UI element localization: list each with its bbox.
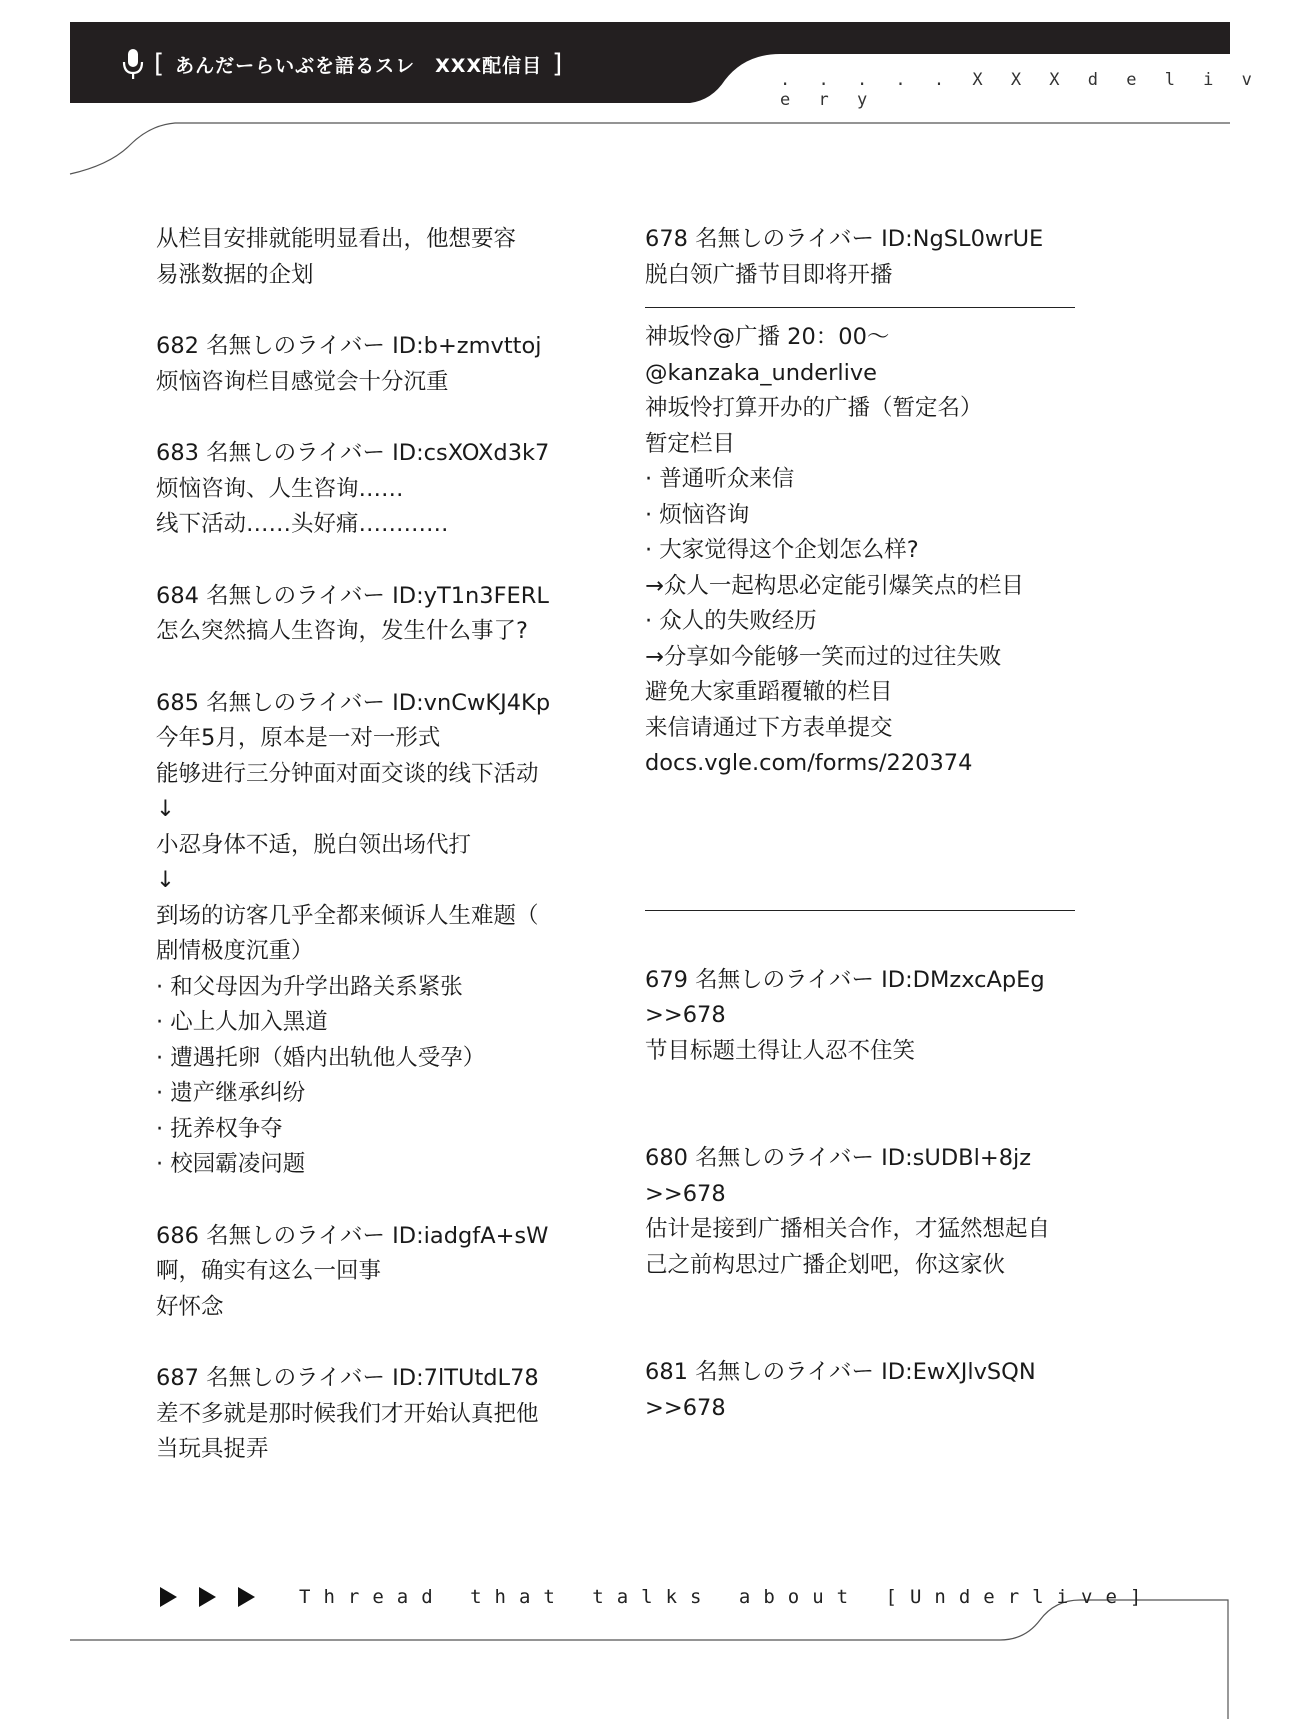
thread-post xyxy=(156,1361,576,1468)
post-line-first: 683 名無しのライバー ID:csXOXd3k7 xyxy=(156,440,550,466)
post-line: · 遭遇托卵（婚内出轨他人受孕） xyxy=(156,1044,486,1071)
footer xyxy=(160,1586,1154,1608)
right-posts xyxy=(645,963,1085,1427)
triple-play-arrow-icon xyxy=(160,1587,255,1607)
play-arrow-icon xyxy=(238,1587,255,1607)
post-line: ↓ xyxy=(156,796,175,822)
header-subtitle: . . . . . X X X d e l i v e r y xyxy=(780,70,1261,110)
post-line: · 抚养权争夺 xyxy=(156,1115,283,1142)
thread-post xyxy=(156,222,576,293)
post-line: 啊，确实有这么一回事 xyxy=(156,1258,382,1284)
notice-line: →众人一起构思必定能引爆笑点的栏目 xyxy=(645,572,1024,599)
notice-line: 避免大家重蹈覆辙的栏目 xyxy=(645,679,893,705)
thread-post xyxy=(645,1355,1085,1426)
notice-line: · 众人的失败经历 xyxy=(645,608,817,634)
post-line-first: 684 名無しのライバー ID:yT1n3FERL xyxy=(156,582,549,609)
thread-post xyxy=(645,1141,1085,1283)
left-column xyxy=(156,222,576,1468)
notice-line: @kanzaka_underlive xyxy=(645,359,878,386)
post-line-first: 681 名無しのライバー ID:EwXJlvSQN xyxy=(645,1359,1036,1385)
post-line-first: 686 名無しのライバー ID:iadgfA+sW xyxy=(156,1222,549,1249)
post-line-first: 679 名無しのライバー ID:DMzxcApEg xyxy=(645,966,1045,993)
post-line: 到场的访客几乎全都来倾诉人生难题（ xyxy=(156,902,539,929)
thread-post xyxy=(645,963,1085,1070)
post-line: >>678 xyxy=(645,1394,726,1421)
post-line: 当玩具捉弄 xyxy=(156,1436,269,1462)
notice-line: 神坂怜打算开办的广播（暂定名） xyxy=(645,395,983,421)
post-line-first: 687 名無しのライバー ID:7lTUtdL78 xyxy=(156,1365,539,1391)
notice-line: 暂定栏目 xyxy=(645,430,736,457)
notice-line: 神坂怜@广播 20：00～ xyxy=(645,324,890,350)
thread-post xyxy=(156,1219,576,1326)
post-line: 差不多就是那时候我们才开始认真把他 xyxy=(156,1400,539,1427)
post-line-first: 682 名無しのライバー ID:b+zmvttoj xyxy=(156,333,542,359)
post-line-first: 从栏目安排就能明显看出，他想要容 xyxy=(156,226,517,252)
thread-post xyxy=(156,579,576,650)
post-line: 估计是接到广播相关合作，才猛然想起自 xyxy=(645,1216,1051,1242)
post-line: 烦恼咨询、人生咨询…… xyxy=(156,475,404,502)
post-line: ↓ xyxy=(156,867,175,893)
post-line: 节目标题土得让人忍不住笑 xyxy=(645,1037,916,1064)
thread-post xyxy=(156,329,576,400)
thread-post xyxy=(156,686,576,1183)
header-bracket-open: [ xyxy=(154,49,166,79)
post-line-first: 680 名無しのライバー ID:sUDBl+8jz xyxy=(645,1145,1032,1171)
microphone-icon xyxy=(122,48,144,80)
post-header: 678 名無しのライバー ID:NgSL0wrUE xyxy=(645,226,1044,252)
post-line: · 校园霸凌问题 xyxy=(156,1151,306,1177)
footer-text: Thread that talks about [Underlive] xyxy=(299,1586,1155,1608)
broadcast-notice xyxy=(645,320,1085,782)
notice-line: docs.vgle.com/forms/220374 xyxy=(645,750,973,776)
post-line: 小忍身体不适，脱白领出场代打 xyxy=(156,831,472,858)
post-678 xyxy=(645,222,1085,293)
post-line: 线下活动……头好痛………… xyxy=(156,511,449,537)
play-arrow-icon xyxy=(160,1587,177,1607)
notice-line: →分享如今能够一笑而过的过往失败 xyxy=(645,643,1002,670)
post-line: 易涨数据的企划 xyxy=(156,261,314,288)
header-bracket-close: ] xyxy=(552,49,564,79)
post-line: 己之前构思过广播企划吧，你这家伙 xyxy=(645,1251,1006,1278)
right-column xyxy=(645,222,1085,1426)
notice-line: · 烦恼咨询 xyxy=(645,501,750,528)
post-line: · 和父母因为升学出路关系紧张 xyxy=(156,973,463,1000)
post-line-first: 685 名無しのライバー ID:vnCwKJ4Kp xyxy=(156,689,551,716)
post-line: 烦恼咨询栏目感觉会十分沉重 xyxy=(156,368,449,395)
play-arrow-icon xyxy=(199,1587,216,1607)
post-line: 好怀念 xyxy=(156,1293,224,1320)
notice-line: 来信请通过下方表单提交 xyxy=(645,714,893,741)
thread-title: あんだーらいぶを語るスレ XXX配信目 xyxy=(175,54,543,77)
post-line: 怎么突然搞人生咨询，发生什么事了? xyxy=(156,618,528,644)
header-title xyxy=(122,44,563,84)
notice-line: · 普通听众来信 xyxy=(645,466,795,492)
post-line: · 心上人加入黑道 xyxy=(156,1009,328,1035)
post-line: >>678 xyxy=(645,1180,726,1207)
post-line: 能够进行三分钟面对面交谈的线下活动 xyxy=(156,760,539,787)
post-line: >>678 xyxy=(645,1002,726,1028)
post-body: 脱白领广播节目即将开播 xyxy=(645,261,893,288)
notice-line: · 大家觉得这个企划怎么样? xyxy=(645,537,919,563)
post-line: · 遗产继承纠纷 xyxy=(156,1080,306,1106)
post-line: 今年5月，原本是一对一形式 xyxy=(156,725,441,751)
post-line: 剧情极度沉重） xyxy=(156,938,314,964)
thread-post xyxy=(156,436,576,543)
